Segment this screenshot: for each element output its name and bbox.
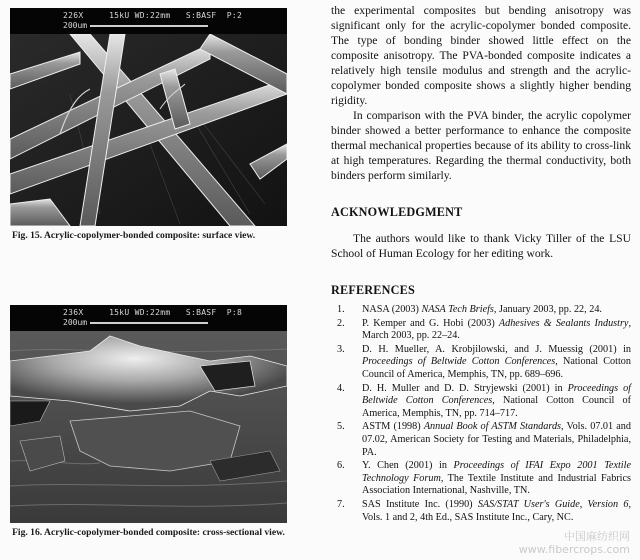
- figure-caption: Fig. 15. Acrylic-copolymer-bonded composite: surface view.: [12, 230, 256, 241]
- reference-item: 2. P. Kemper and G. Hobi (2003) Adhesives & Sealants Industry, March 2003, pp. 22–24.: [337, 317, 631, 342]
- sem-voltage: 15kU: [109, 308, 130, 317]
- sem-working-distance: WD:22mm: [134, 11, 171, 20]
- sem-sample: S:BASF: [185, 308, 217, 317]
- watermark-url: www.fibercrops.com: [518, 543, 630, 556]
- sem-working-distance: WD:22mm: [134, 308, 171, 317]
- sem-scale-label: 200um: [63, 318, 88, 327]
- reference-item: 1. NASA (2003) NASA Tech Briefs, January 2003, pp. 22, 24.: [337, 304, 602, 315]
- reference-item: 6. Y. Chen (2001) in Proceedings of IFAI Expo 2001 Textile Technology Forum, The Textile Institute and Industrial Fabrics Association International, Nashville, TN.: [337, 460, 631, 497]
- body-paragraph-1: the experimental composites but bending anisotropy was significant only for the acrylic-copolymer bonded composite. The type of bonding binder showed little effect on the composite anisotropy. The PVA-bonded composite indicates a relatively high tensile modulus and strength and the acrylic-copolymer bonded composite shows a slightly higher bending rigidity.: [331, 4, 631, 107]
- figure-15: [10, 8, 287, 242]
- sem-scale-label: 200um: [63, 21, 88, 30]
- reference-item: 7. SAS Institute Inc. (1990) SAS/STAT User's Guide, Version 6, Vols. 1 and 2, 4th Ed., SAS Institute Inc., Cary, NC.: [337, 498, 631, 523]
- figure-caption: Fig. 16. Acrylic-copolymer-bonded composite: cross-sectional view.: [12, 527, 285, 538]
- references-list: [331, 304, 631, 524]
- reference-item: 3. D. H. Mueller, A. Krobjilowski, and J. Muessig (2001) in Proceedings of Beltwide Cotton Conferences, National Cotton Council of America, Memphis, TN, pp. 689–696.: [337, 343, 631, 380]
- watermark-cn: 中国麻纺织网: [564, 530, 630, 543]
- scale-bar: [90, 25, 208, 27]
- sem-voltage: 15kU: [109, 11, 130, 20]
- sem-micrograph-surface: [10, 8, 287, 226]
- cross-section-image: [10, 331, 287, 523]
- sem-magnification: 236X: [63, 308, 84, 317]
- acknowledgment-heading: ACKNOWLEDGMENT: [331, 205, 463, 219]
- sem-sample: S:BASF: [185, 11, 217, 20]
- references-heading: REFERENCES: [331, 283, 415, 297]
- sem-info-bar: [10, 305, 287, 331]
- watermark: [519, 530, 630, 556]
- sem-photo: P:2: [226, 11, 243, 20]
- reference-item: 5. ASTM (1998) Annual Book of ASTM Standards, Vols. 07.01 and 07.02, American Society for Testing and Materials, Philadelphia, PA.: [337, 421, 631, 458]
- sem-info-bar: [10, 8, 287, 34]
- reference-item: 4. D. H. Muller and D. D. Stryjewski (2001) in Proceedings of Beltwide Cotton Conferences, National Cotton Council of America, Memphis, TN, pp. 714–717.: [337, 382, 632, 419]
- body-paragraph-2: In comparison with the PVA binder, the acrylic copolymer binder showed a better performance to enhance the composite thermal mechanical properties because of its ability to cross-link at high temperatures. Regarding the thermal conductivity, both binders perform similarly.: [331, 109, 631, 182]
- figure-16: [10, 305, 287, 539]
- scale-bar: [90, 322, 208, 324]
- sem-magnification: 226X: [63, 11, 84, 20]
- right-text-column: [331, 3, 631, 525]
- sem-micrograph-cross-section: [10, 305, 287, 523]
- fiber-network-image: [10, 34, 287, 226]
- sem-photo: P:8: [226, 308, 243, 317]
- acknowledgment-text: The authors would like to thank Vicky Tiller of the LSU School of Human Ecology for her editing work.: [331, 232, 631, 260]
